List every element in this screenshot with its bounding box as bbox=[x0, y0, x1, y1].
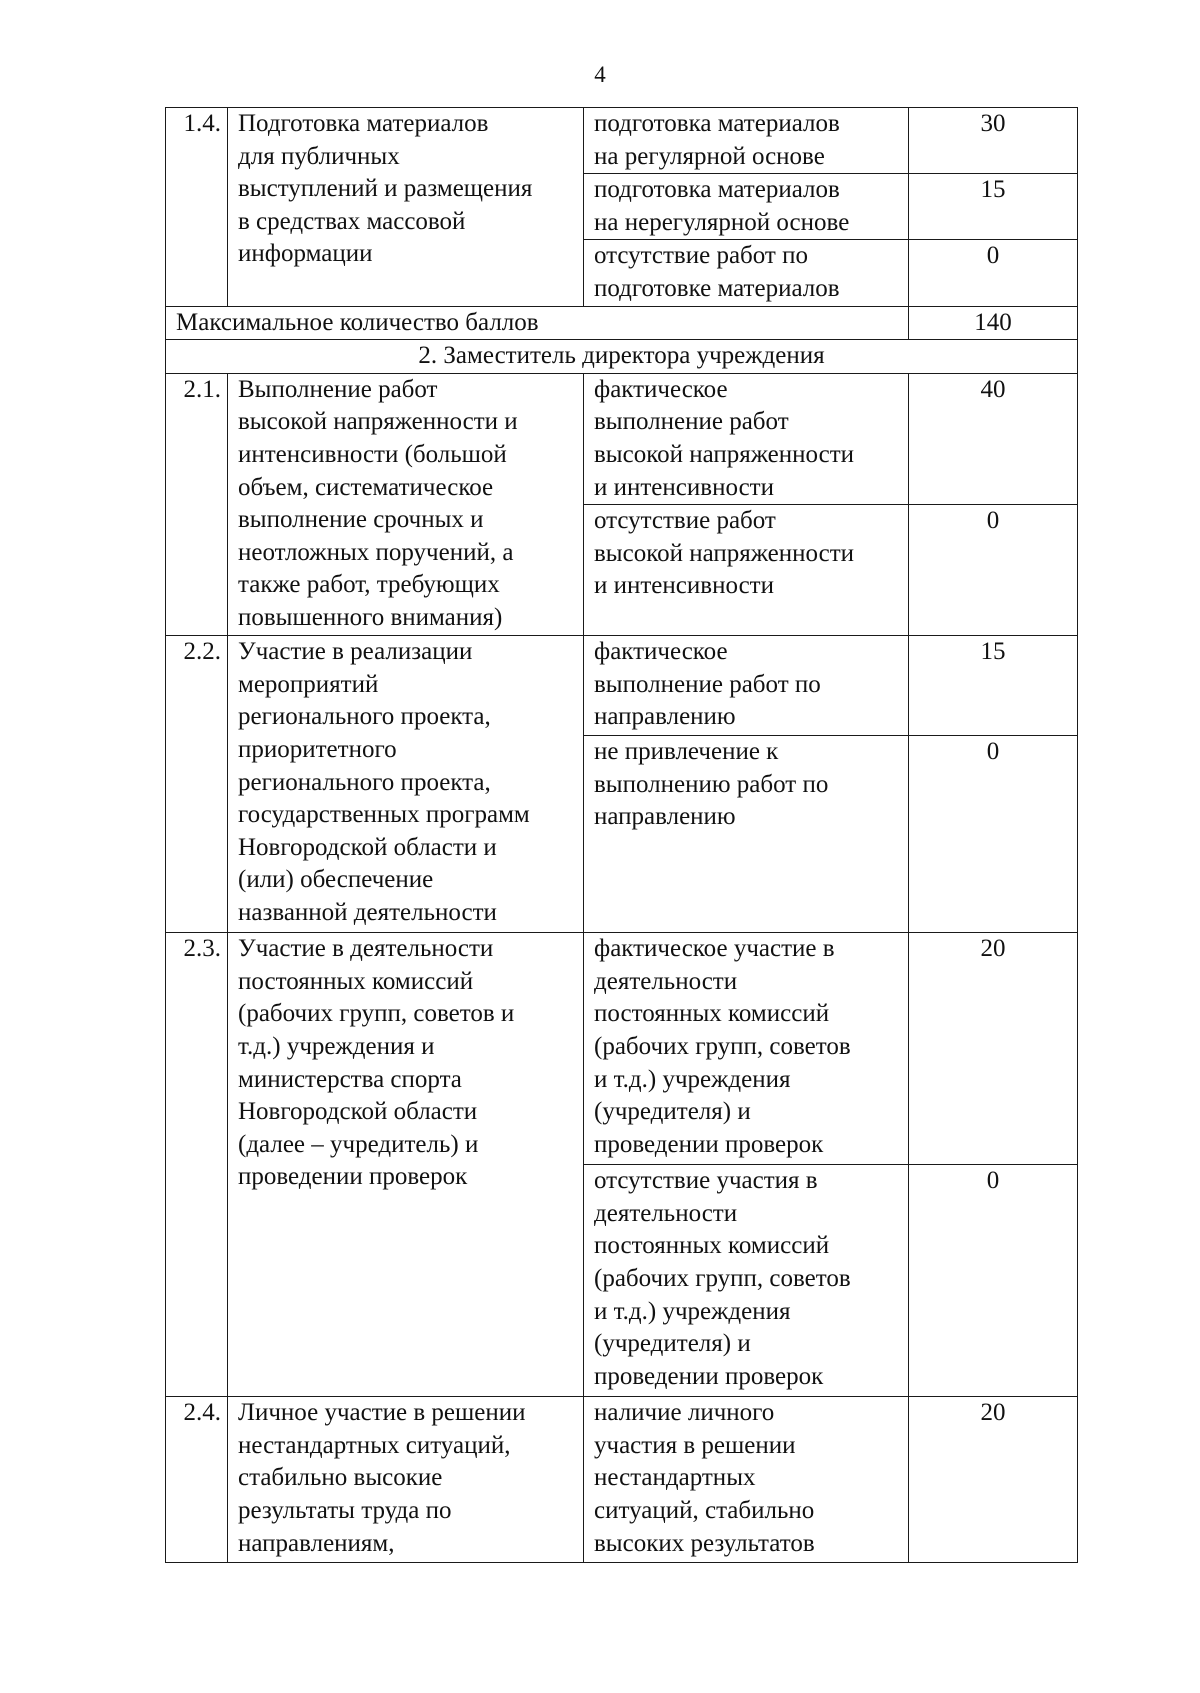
row-number: 2.4. bbox=[166, 1397, 228, 1563]
table-row bbox=[166, 108, 1078, 174]
criteria-table bbox=[165, 107, 1078, 1563]
criterion-title: Выполнение работ высокой напряженности и интенсивности (большой объем, систематическое выполнение срочных и неотложных поручений, а также работ, требующих повышенного внимания) bbox=[228, 373, 584, 635]
points-cell: 0 bbox=[909, 736, 1078, 933]
row-number: 2.1. bbox=[166, 373, 228, 635]
condition-cell: отсутствие участия в деятельности постоянных комиссий (рабочих групп, советов и т.д.) учреждения (учредителя) и проведении проверок bbox=[584, 1165, 909, 1397]
table-row bbox=[166, 636, 1078, 736]
condition-cell: не привлечение к выполнению работ по направлению bbox=[584, 736, 909, 933]
points-cell: 0 bbox=[909, 505, 1078, 636]
points-cell: 15 bbox=[909, 636, 1078, 736]
page-number: 4 bbox=[594, 62, 606, 87]
condition-cell: отсутствие работ по подготовке материалов bbox=[584, 240, 909, 306]
points-cell: 0 bbox=[909, 1165, 1078, 1397]
criterion-title: Участие в деятельности постоянных комиссий (рабочих групп, советов и т.д.) учреждения и министерства спорта Новгородской области (далее – учредитель) и проведении проверок bbox=[228, 933, 584, 1397]
row-number: 1.4. bbox=[166, 108, 228, 307]
table-row bbox=[166, 1397, 1078, 1563]
table-row bbox=[166, 933, 1078, 1165]
condition-cell: подготовка материалов на регулярной основе bbox=[584, 108, 909, 174]
points-cell: 30 bbox=[909, 108, 1078, 174]
condition-cell: фактическое выполнение работ высокой напряженности и интенсивности bbox=[584, 373, 909, 504]
max-points-label: Максимальное количество баллов bbox=[166, 306, 909, 340]
points-cell: 15 bbox=[909, 174, 1078, 240]
max-points-value: 140 bbox=[909, 306, 1078, 340]
row-number: 2.3. bbox=[166, 933, 228, 1397]
section-heading: 2. Заместитель директора учреждения bbox=[166, 340, 1078, 374]
table-row bbox=[166, 306, 1078, 340]
points-cell: 20 bbox=[909, 1397, 1078, 1563]
criterion-title: Подготовка материалов для публичных выступлений и размещения в средствах массовой информации bbox=[228, 108, 584, 307]
criterion-title: Личное участие в решении нестандартных ситуаций, стабильно высокие результаты труда по направлениям, bbox=[228, 1397, 584, 1563]
condition-cell: подготовка материалов на нерегулярной основе bbox=[584, 174, 909, 240]
condition-cell: отсутствие работ высокой напряженности и интенсивности bbox=[584, 505, 909, 636]
criterion-title: Участие в реализации мероприятий регионального проекта, приоритетного регионального проекта, государственных программ Новгородской области и (или) обеспечение названной деятельности bbox=[228, 636, 584, 933]
points-cell: 20 bbox=[909, 933, 1078, 1165]
condition-cell: фактическое участие в деятельности постоянных комиссий (рабочих групп, советов и т.д.) учреждения (учредителя) и проведении проверок bbox=[584, 933, 909, 1165]
points-cell: 40 bbox=[909, 373, 1078, 504]
points-cell: 0 bbox=[909, 240, 1078, 306]
condition-cell: наличие личного участия в решении нестандартных ситуаций, стабильно высоких результатов bbox=[584, 1397, 909, 1563]
condition-cell: фактическое выполнение работ по направлению bbox=[584, 636, 909, 736]
table-row bbox=[166, 340, 1078, 374]
table-row bbox=[166, 373, 1078, 504]
row-number: 2.2. bbox=[166, 636, 228, 933]
